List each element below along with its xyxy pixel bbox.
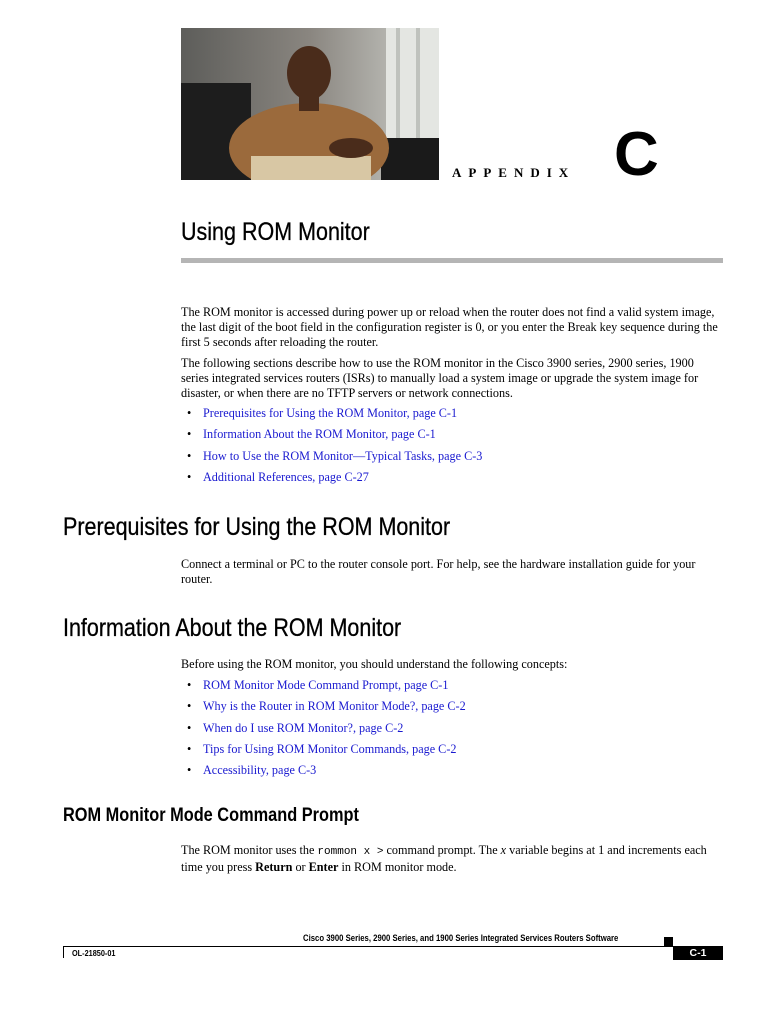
list-item: • Why is the Router in ROM Monitor Mode?, page C-2 xyxy=(187,699,466,714)
code-rommon-prompt: rommon x > xyxy=(317,846,384,858)
prerequisites-text: Connect a terminal or PC to the router console port. For help, see the hardware installation guide for your router. xyxy=(181,557,696,586)
heading-command-prompt: ROM Monitor Mode Command Prompt xyxy=(63,805,359,826)
info-link-list xyxy=(187,675,466,781)
link-how-to-use[interactable]: How to Use the ROM Monitor—Typical Tasks, page C-3 xyxy=(203,448,483,463)
footer-marker xyxy=(664,937,673,946)
title-rule xyxy=(181,258,723,263)
list-item: • Additional References, page C-27 xyxy=(187,469,369,484)
appendix-label: APPENDIX xyxy=(452,165,576,180)
header-photo xyxy=(181,28,439,180)
page-title: Using ROM Monitor xyxy=(181,218,370,246)
variable-x: x xyxy=(500,843,507,857)
intro-link-list xyxy=(187,403,482,488)
command-prompt-text: The ROM monitor uses the rommon x > command prompt. The x variable begins at 1 and increments each time you press Return or Enter in ROM monitor mode. xyxy=(181,843,707,874)
heading-information: Information About the ROM Monitor xyxy=(63,614,402,642)
page-number: C-1 xyxy=(673,946,723,960)
list-item: • Information About the ROM Monitor, page C-1 xyxy=(187,427,436,442)
link-tips[interactable]: Tips for Using ROM Monitor Commands, page C-2 xyxy=(203,741,457,756)
link-command-prompt[interactable]: ROM Monitor Mode Command Prompt, page C-1 xyxy=(203,678,449,692)
link-information[interactable]: Information About the ROM Monitor, page C-1 xyxy=(203,427,436,442)
appendix-letter: C xyxy=(614,120,659,189)
intro-paragraph: The following sections describe how to use the ROM monitor in the Cisco 3900 series, 2900 series, 1900 series integrated services routers (ISRs) to manually load a system image or upgrade the system image for disaster, or when there are no TFTP servers or network connections. xyxy=(181,356,699,400)
intro-text xyxy=(181,305,721,407)
link-accessibility[interactable]: Accessibility, page C-3 xyxy=(203,763,317,778)
list-item: • Accessibility, page C-3 xyxy=(187,763,317,778)
key-return: Return xyxy=(255,860,293,874)
list-item: • Tips for Using ROM Monitor Commands, page C-2 xyxy=(187,741,457,756)
list-item: • How to Use the ROM Monitor—Typical Tasks, page C-3 xyxy=(187,448,483,463)
link-why-rom-monitor[interactable]: Why is the Router in ROM Monitor Mode?, page C-2 xyxy=(203,699,466,714)
heading-prerequisites: Prerequisites for Using the ROM Monitor xyxy=(63,513,451,541)
person-photo-illustration xyxy=(181,28,439,180)
link-prerequisites[interactable]: Prerequisites for Using the ROM Monitor, page C-1 xyxy=(203,406,458,420)
footer-doc-number: OL-21850-01 xyxy=(72,948,116,958)
footer-book-title: Cisco 3900 Series, 2900 Series, and 1900 Series Integrated Services Routers Software xyxy=(303,933,619,943)
footer-tick xyxy=(63,946,64,958)
list-item: • Prerequisites for Using the ROM Monitor, page C-1 xyxy=(187,406,458,420)
information-text: Before using the ROM monitor, you should understand the following concepts: xyxy=(181,657,568,671)
link-when-use[interactable]: When do I use ROM Monitor?, page C-2 xyxy=(203,720,404,735)
list-item: • When do I use ROM Monitor?, page C-2 xyxy=(187,720,404,735)
intro-paragraph: The ROM monitor is accessed during power up or reload when the router does not find a valid system image, the last digit of the boot field in the configuration register is 0, or you enter the Break key sequence during the first 5 seconds after reloading the router. xyxy=(181,305,718,349)
link-additional-references[interactable]: Additional References, page C-27 xyxy=(203,469,369,484)
footer-rule xyxy=(63,946,723,947)
list-item: • ROM Monitor Mode Command Prompt, page C-1 xyxy=(187,678,449,692)
key-enter: Enter xyxy=(308,860,339,874)
